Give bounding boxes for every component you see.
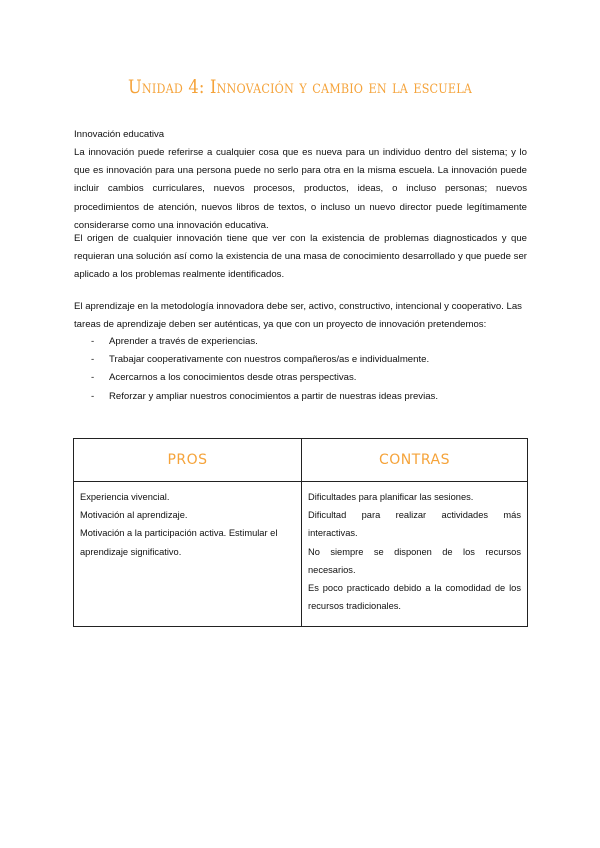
pros-item: Motivación a la participación activa. Estimular el aprendizaje significativo. xyxy=(80,528,278,557)
contras-header: CONTRAS xyxy=(302,439,528,482)
table-row xyxy=(74,482,528,627)
contras-item: Es poco practicado debido a la comodidad de los recursos tradicionales. xyxy=(308,583,521,612)
contras-item: Dificultad para realizar actividades más interactivas. xyxy=(308,510,521,539)
page-title: Unidad 4: Innovación y cambio en la escuela xyxy=(127,76,473,98)
list-dash: - xyxy=(91,390,95,402)
pros-header: PROS xyxy=(74,439,302,482)
list-item-text: Trabajar cooperativamente con nuestros compañeros/as e individualmente. xyxy=(109,354,430,366)
pros-item: Motivación al aprendizaje. xyxy=(80,510,188,521)
list-item-text: Acercarnos a los conocimientos desde otras perspectivas. xyxy=(109,372,357,384)
contras-cell xyxy=(302,482,528,627)
section-heading: Innovación educativa xyxy=(74,129,165,140)
contras-item: No siempre se disponen de los recursos necesarios. xyxy=(308,546,521,575)
pros-contras-table xyxy=(73,438,528,627)
pros-item: Experiencia vivencial. xyxy=(80,492,170,502)
objectives-list xyxy=(74,333,527,406)
list-dash: - xyxy=(91,354,95,366)
pros-cell xyxy=(74,482,302,627)
list-dash: - xyxy=(91,372,95,384)
list-dash: - xyxy=(91,336,95,347)
paragraph-innovation-definition: La innovación puede referirse a cualquier cosa que es nueva para un individuo dentro del sistema; y lo que es innovación para una persona puede no serlo para otra en la misma escuela. La innovación puede incluir cambios curriculares, nuevos procesos, productos, ideas, o incluso personas; nuevos procedimientos de atención, nuevos libros de textos, o incluso un nuevo director puede legítimamente considerarse como una innovación educativa. xyxy=(74,147,527,231)
list-item xyxy=(74,388,527,406)
list-item xyxy=(74,333,527,351)
list-item-text: Aprender a través de experiencias. xyxy=(109,336,258,347)
table-header-row xyxy=(74,439,528,482)
paragraph-learning-methodology: El aprendizaje en la metodología innovadora debe ser, activo, constructivo, intencional y cooperativo. Las tareas de aprendizaje deben ser auténticas, ya que con un proyecto de innovación pretendemos: xyxy=(74,301,522,331)
contras-item: Dificultades para planificar las sesiones. xyxy=(308,492,474,502)
paragraph-innovation-origin: El origen de cualquier innovación tiene que ver con la existencia de problemas diagnosticados y que requieran una solución así como la existencia de una masa de conocimiento desarrollado y que puede ser aplicado a los problemas realmente identificados. xyxy=(74,233,527,281)
list-item xyxy=(74,351,527,369)
list-item-text: Reforzar y ampliar nuestros conocimientos a partir de nuestras ideas previas. xyxy=(109,390,439,402)
list-item xyxy=(74,369,527,387)
